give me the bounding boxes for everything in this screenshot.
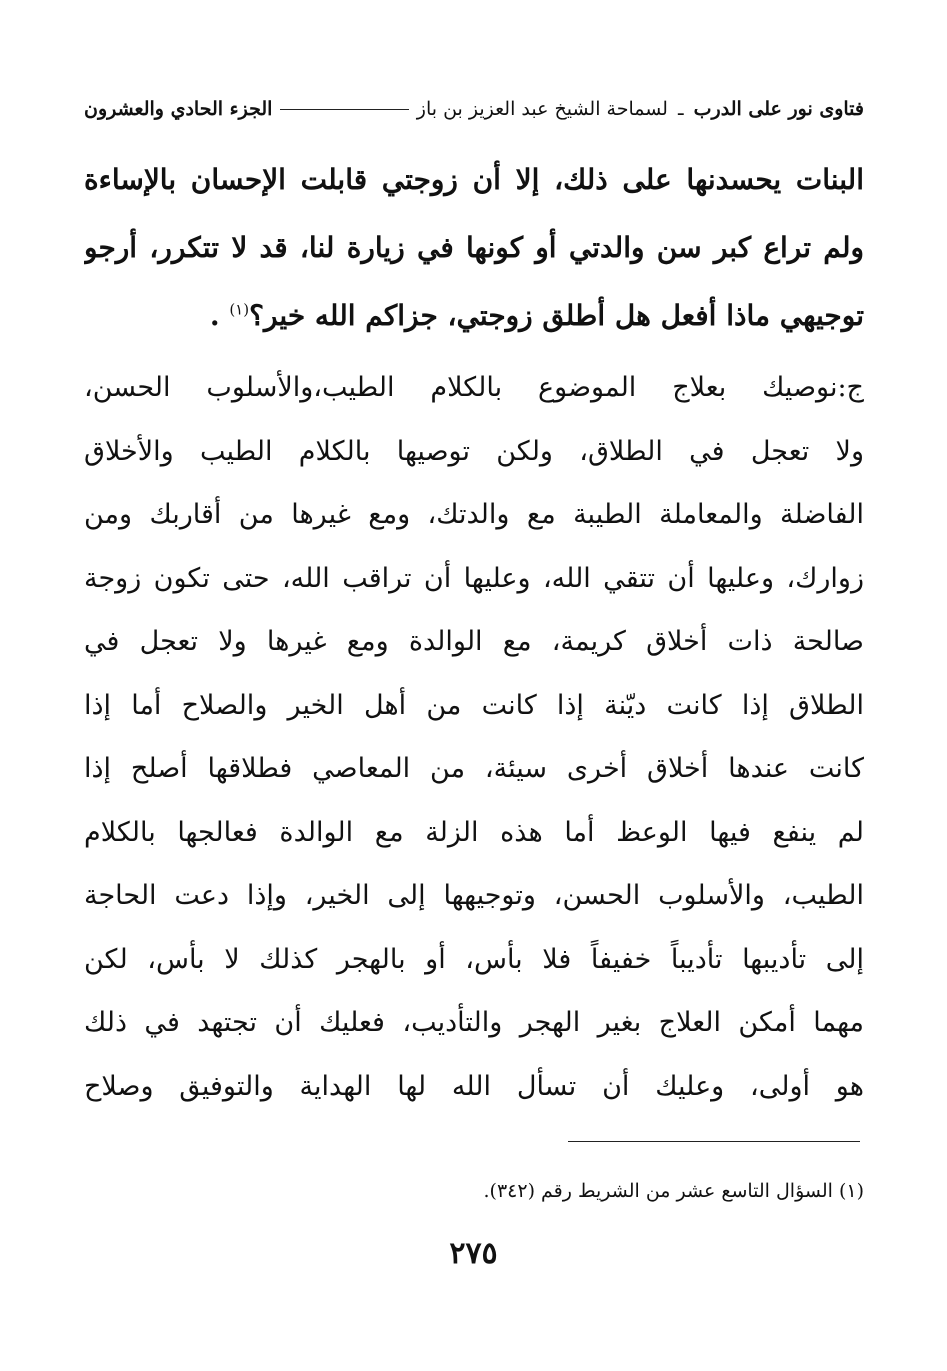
footnote-marker: (١): [229, 300, 250, 319]
header-rule: [280, 109, 408, 110]
answer-line: إلى تأديبها تأديباً خفيفاً فلا بأس، أو بالهجر كذلك لا بأس، لكن: [84, 943, 864, 975]
answer-line: الطلاق إذا كانت ديّنة إذا كانت من أهل الخير والصلاح أما إذا: [84, 689, 864, 721]
question-line: ولم تراع كبر سن والدتي أو كونها في زيارة لنا، قد لا تتكرر، أرجو: [84, 231, 864, 264]
answer-line: مهما أمكن العلاج بغير الهجر والتأديب، فعليك أن تجتهد في ذلك: [84, 1007, 864, 1038]
answer-line: لم ينفع فيها الوعظ أما هذه الزلة مع الوالدة فعالجها بالكلام: [84, 816, 864, 848]
question-text: [84, 146, 864, 350]
answer-line: هو أولى، وعليك أن تسأل الله لها الهداية والتوفيق وصلاح: [84, 1070, 864, 1102]
footnote-divider: [568, 1141, 860, 1142]
question-trailing: .: [209, 299, 230, 332]
answer-line: الفاضلة والمعاملة الطيبة مع والدتك، ومع غيرها من أقاربك ومن: [84, 499, 864, 530]
answer-line: صالحة ذات أخلاق كريمة، مع الوالدة ومع غيرها ولا تعجل في: [84, 626, 864, 657]
running-header: [84, 98, 864, 120]
question-line-last: [84, 282, 864, 350]
page-number: ٢٧٥: [449, 1236, 498, 1271]
header-book-title: فتاوى نور على الدرب: [693, 98, 864, 120]
header-part: الجزء الحادي والعشرون: [84, 98, 273, 120]
answer-line: الطيب، والأسلوب الحسن، وتوجيهها إلى الخير، وإذا دعت الحاجة: [84, 880, 864, 911]
question-line-text: توجيهي ماذا أفعل هل أطلق زوجتي، جزاكم الله خير؟: [249, 299, 864, 332]
answer-line: كانت عندها أخلاق أخرى سيئة، من المعاصي فطلاقها أصلح إذا: [84, 753, 864, 784]
footnote: (١) السؤال التاسع عشر من الشريط رقم (٣٤٢).: [483, 1180, 864, 1202]
header-separator: ـ: [678, 98, 684, 120]
answer-line: ج:نوصيك بعلاج الموضوع بالكلام الطيب،والأسلوب الحسن،: [84, 372, 864, 403]
answer-line: ولا تعجل في الطلاق، ولكن توصيها بالكلام الطيب والأخلاق: [84, 435, 864, 467]
header-author: لسماحة الشيخ عبد العزيز بن باز: [416, 98, 668, 120]
question-line: البنات يحسدنها على ذلك، إلا أن زوجتي قابلت الإحسان بالإساءة: [84, 163, 864, 196]
answer-text: [84, 356, 864, 1118]
header-book-title-group: [417, 98, 864, 120]
answer-line: زوارك، وعليها أن تتقي الله، وعليها أن تراقب الله، حتى تكون زوجة: [84, 562, 864, 594]
